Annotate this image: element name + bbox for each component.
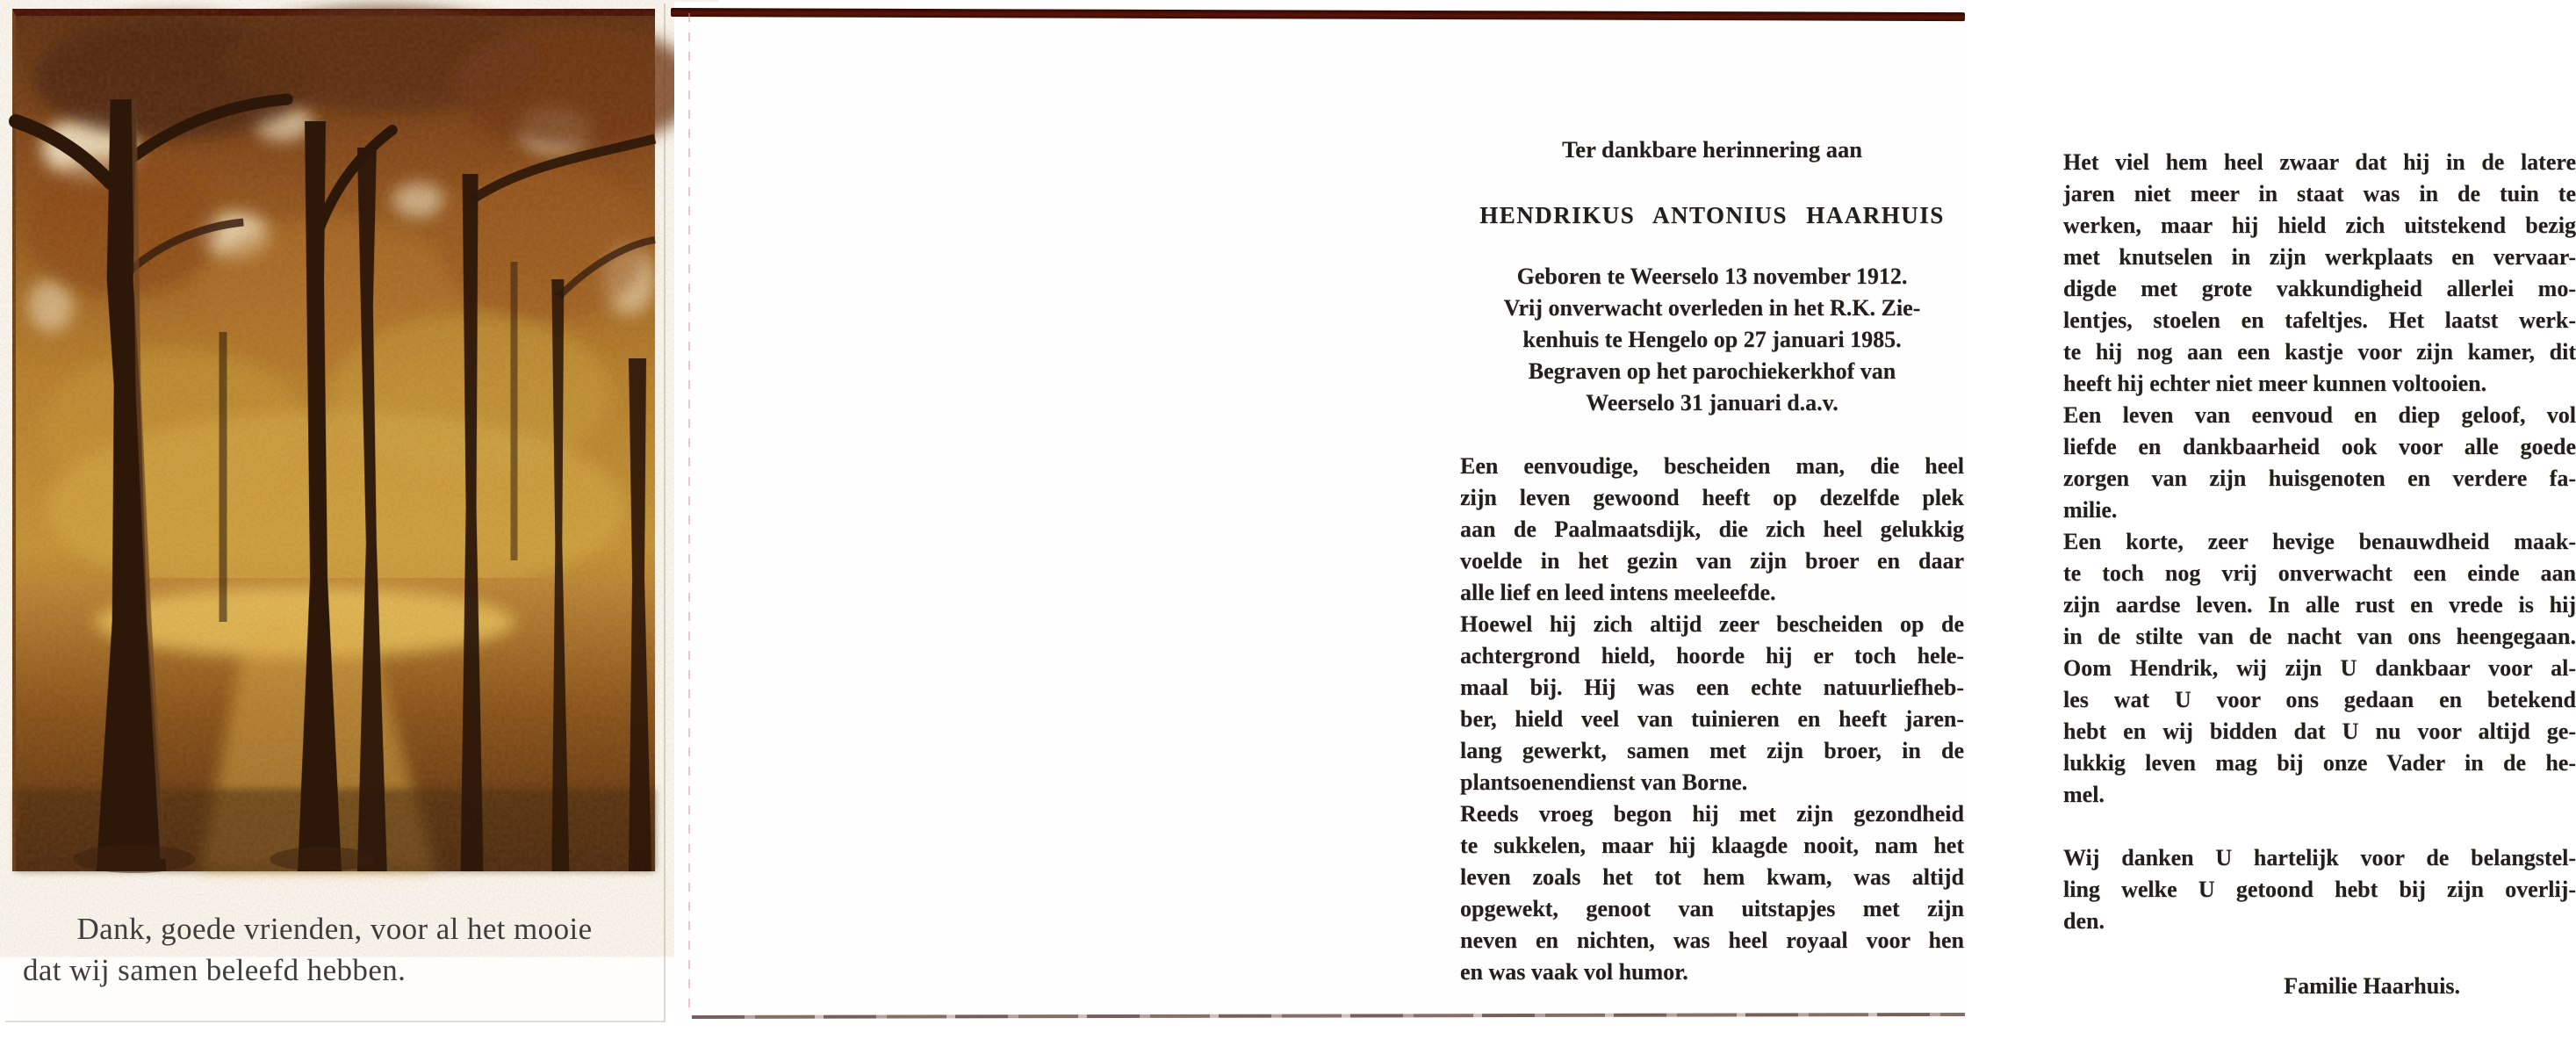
- memorial-intro: Ter dankbare herinnering aan: [1562, 136, 1862, 162]
- text-line: Begraven op het parochiekerkhof van: [1528, 358, 1896, 384]
- text-line: met knutselen in zijn werkplaats en vervaar-: [2063, 244, 2576, 270]
- autumn-forest-illustration: [16, 16, 655, 871]
- text-line: les wat U voor ons gedaan en betekend: [2063, 687, 2576, 712]
- text-line: neven en nichten, was heel royaal voor hen: [1460, 928, 1964, 953]
- text-line: jaren niet meer in staat was in de tuin te: [2063, 181, 2576, 206]
- text-line: ling welke U getoond hebt bij zijn overlij-: [2063, 877, 2576, 902]
- text-line: Het viel hem heel zwaar dat hij in de latere: [2063, 149, 2576, 175]
- text-line: aan de Paalmaatsdijk, die zich heel gelukkig: [1460, 516, 1964, 542]
- text-line: en was vaak vol humor.: [1460, 959, 1688, 985]
- text-line: alle lief en leed intens meeleefde.: [1460, 580, 1776, 605]
- text-line: zijn leven gewoond heeft op dezelfde plek: [1460, 485, 1964, 510]
- text-line: Hoewel hij zich altijd zeer bescheiden op de: [1460, 611, 1964, 637]
- text-line: Een eenvoudige, bescheiden man, die heel: [1460, 453, 1964, 479]
- text-line: Een korte, zeer hevige benauwdheid maak-: [2063, 529, 2576, 554]
- text-line: zijn aardse leven. In alle rust en vrede is hij: [2063, 592, 2576, 617]
- text-line: kenhuis te Hengelo op 27 januari 1985.: [1522, 327, 1902, 352]
- family-signature: Familie Haarhuis.: [2284, 973, 2460, 999]
- text-line: den.: [2063, 908, 2105, 934]
- memorial-paragraph: [2063, 526, 2576, 811]
- text-line: lukkig leven mag bij onze Vader in de he-: [2063, 750, 2576, 776]
- text-line: Oom Hendrik, wij zijn U dankbaar voor al-: [2063, 655, 2576, 681]
- text-line: hebt en wij bidden dat U nu voor altijd ge-: [2063, 718, 2576, 744]
- front-caption: [23, 908, 646, 991]
- text-line: leven zoals het tot hem kwam, was altijd: [1460, 864, 1964, 890]
- text-line: dat wij samen beleefd hebben.: [23, 953, 407, 987]
- text-line: lentjes, stoelen en tafeltjes. Het laatst werk-: [2063, 307, 2576, 333]
- memorial-paragraph: [2063, 147, 2576, 400]
- text-line: Een leven van eenvoud en diep geloof, vol: [2063, 402, 2576, 428]
- text-line: ber, hield veel van tuinieren en heeft jaren-: [1460, 706, 1964, 732]
- text-line: zorgen van zijn huisgenoten en verdere fa-: [2063, 466, 2576, 491]
- text-line: plantsoenendienst van Borne.: [1460, 769, 1748, 795]
- text-line: maal bij. Hij was een echte natuurliefheb-: [1460, 675, 1964, 700]
- card-front: [5, 4, 666, 1022]
- card-fold-line: [688, 13, 690, 1010]
- text-line: Dank, goede vrienden, voor al het mooie: [76, 912, 593, 946]
- memorial-paragraph: [1460, 798, 1964, 988]
- text-line: voelde in het gezin van zijn broer en daar: [1460, 548, 1964, 574]
- text-line: Wij danken U hartelijk voor de belangstel-: [2063, 845, 2576, 870]
- memorial-paragraph: [2063, 400, 2576, 526]
- text-line: lang gewerkt, samen met zijn broer, in de: [1460, 738, 1964, 763]
- memorial-paragraph: [1460, 451, 1964, 609]
- text-line: Reeds vroeg begon hij met zijn gezondheid: [1460, 801, 1964, 827]
- text-line: heeft hij echter niet meer kunnen voltooien.: [2063, 371, 2487, 396]
- birth-death-details: [1460, 261, 1964, 419]
- text-line: opgewekt, genoot van uitstapjes met zijn: [1460, 896, 1964, 921]
- text-line: Geboren te Weerselo 13 november 1912.: [1516, 264, 1908, 289]
- autumn-forest-photo: [12, 9, 655, 871]
- text-line: achtergrond hield, hoorde hij er toch hele-: [1460, 643, 1964, 668]
- text-line: Weerselo 31 januari d.a.v.: [1586, 390, 1838, 415]
- card-inside: [674, 2, 2576, 1022]
- text-line: te sukkelen, maar hij klaagde nooit, nam het: [1460, 833, 1964, 858]
- text-line: werken, maar hij hield zich uitstekend bezig: [2063, 213, 2576, 238]
- thank-you-paragraph: [2063, 842, 2576, 937]
- text-line: te toch nog vrij onverwacht een einde aan: [2063, 560, 2576, 586]
- memorial-paragraph: [1460, 609, 1964, 798]
- inside-right-page: [2063, 147, 2576, 1002]
- text-line: digde met grote vakkundigheid allerlei mo-: [2063, 276, 2576, 301]
- text-line: in de stilte van de nacht van ons heengegaan.: [2063, 624, 2576, 649]
- text-line: liefde en dankbaarheid ook voor alle goede: [2063, 434, 2576, 459]
- deceased-name: HENDRIKUS ANTONIUS HAARHUIS: [1479, 202, 1945, 228]
- text-line: milie.: [2063, 497, 2118, 523]
- text-line: te hij nog aan een kastje voor zijn kamer, dit: [2063, 339, 2576, 365]
- inside-left-page: [1460, 134, 1964, 988]
- text-line: Vrij onverwacht overleden in het R.K. Zie-: [1503, 295, 1921, 321]
- text-line: mel.: [2063, 782, 2105, 807]
